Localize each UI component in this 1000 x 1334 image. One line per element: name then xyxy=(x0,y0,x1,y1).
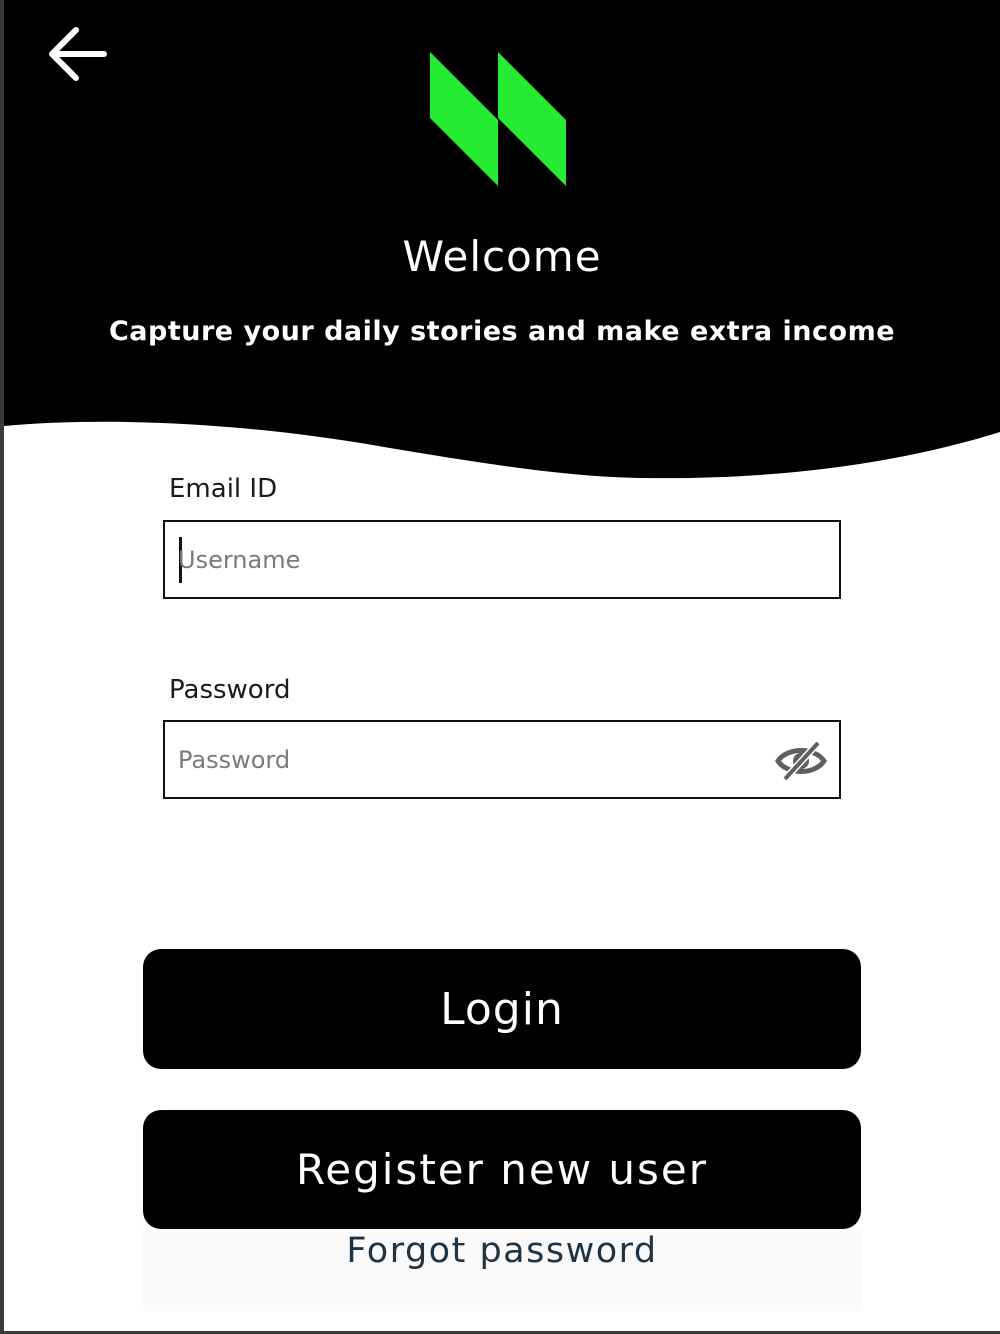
forgot-password-link[interactable]: Forgot password xyxy=(346,1231,658,1271)
forgot-password-area xyxy=(143,1229,861,1311)
welcome-title: Welcome xyxy=(402,232,602,281)
email-label: Email ID xyxy=(169,474,278,504)
password-input[interactable] xyxy=(178,722,758,797)
login-screen xyxy=(4,0,1000,1331)
brand-logo-icon xyxy=(428,52,568,188)
password-label: Password xyxy=(169,675,291,705)
email-input[interactable] xyxy=(178,522,758,597)
login-button[interactable]: Login xyxy=(143,949,861,1069)
arrow-left-icon xyxy=(46,24,112,86)
back-button[interactable] xyxy=(46,24,112,86)
register-button[interactable]: Register new user xyxy=(143,1110,861,1229)
eye-off-icon xyxy=(775,740,827,782)
password-visibility-toggle[interactable] xyxy=(775,740,827,782)
email-field-box xyxy=(163,520,841,599)
welcome-tagline: Capture your daily stories and make extra income xyxy=(108,316,896,347)
password-field-box xyxy=(163,720,841,799)
